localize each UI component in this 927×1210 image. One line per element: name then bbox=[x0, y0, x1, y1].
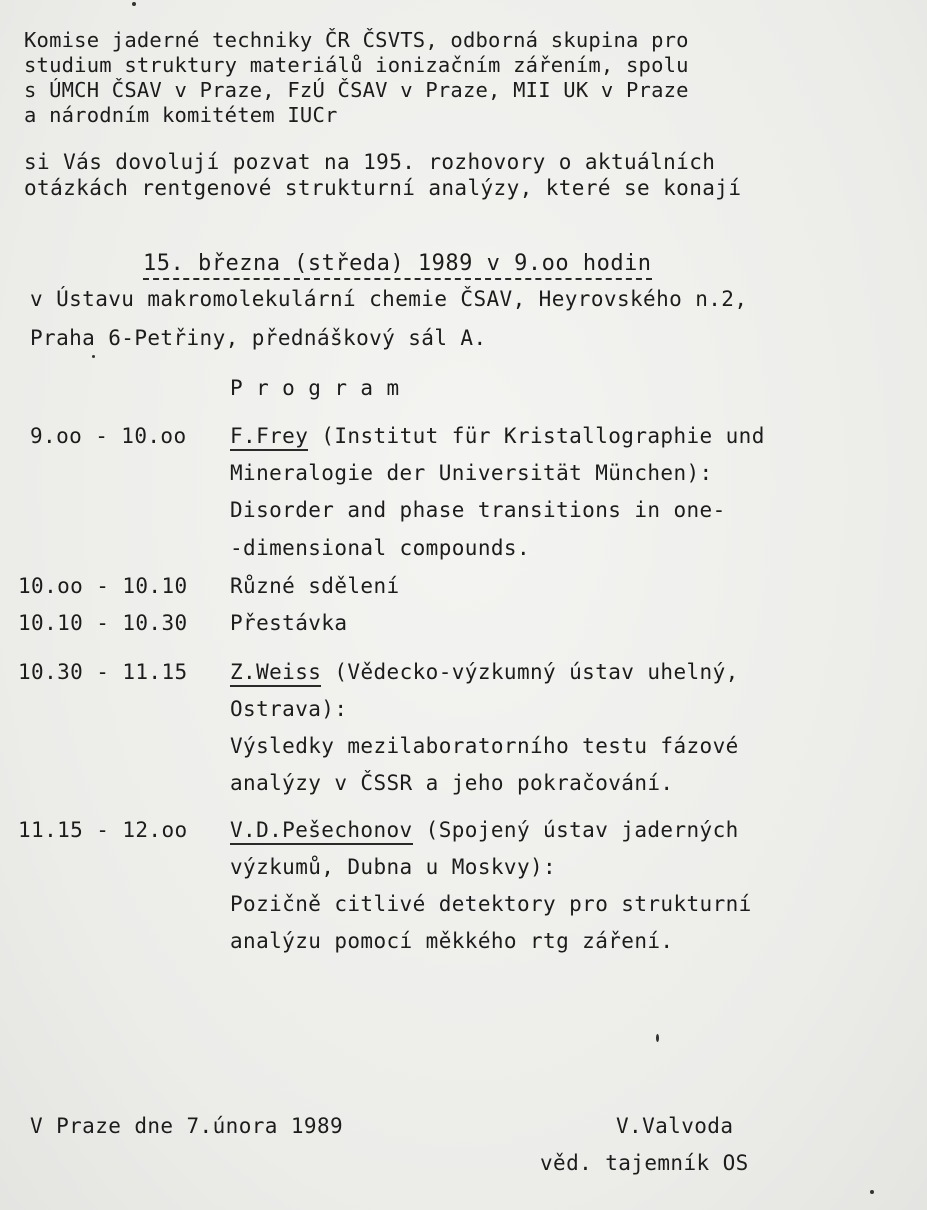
program-time-3: 10.10 - 10.30 bbox=[18, 611, 188, 635]
event-date-text: 15. března (středa) 1989 v 9.oo hodin bbox=[143, 251, 652, 280]
invite-line-2: otázkách rentgenové strukturní analýzy, které se konají bbox=[24, 176, 742, 200]
program-item-3-text: Přestávka bbox=[230, 611, 348, 635]
program-time-4: 10.30 - 11.15 bbox=[18, 660, 188, 684]
program-heading: P r o g r a m bbox=[230, 376, 400, 400]
program-item-1-line-2: Mineralogie der Universität München): bbox=[230, 461, 713, 485]
program-item-4-line-1 bbox=[230, 660, 739, 684]
footer-signatory: V.Valvoda bbox=[616, 1114, 734, 1138]
header-line-1: Komise jaderné techniky ČR ČSVTS, odborná skupina pro bbox=[24, 28, 689, 52]
program-item-1-title-2: -dimensional compounds. bbox=[230, 536, 530, 560]
footer-role: věd. tajemník OS bbox=[540, 1151, 749, 1175]
scan-speck bbox=[92, 355, 95, 358]
venue-line-2: Praha 6-Petřiny, přednáškový sál A. bbox=[30, 326, 487, 350]
invite-line-1: si Vás dovolují pozvat na 195. rozhovory o aktuálních bbox=[24, 150, 716, 174]
program-item-4-line-2: Ostrava): bbox=[230, 697, 348, 721]
footer-place-date: V Praze dne 7.února 1989 bbox=[30, 1114, 344, 1138]
header-line-3: s ÚMCH ČSAV v Praze, FzÚ ČSAV v Praze, MII UK v Praze bbox=[24, 78, 689, 102]
program-item-5-line-1 bbox=[230, 818, 739, 842]
program-time-1: 9.oo - 10.oo bbox=[30, 424, 187, 448]
program-item-5-line-2: výzkumů, Dubna u Moskvy): bbox=[230, 855, 557, 879]
program-item-4-title-1: Výsledky mezilaboratorního testu fázové bbox=[230, 734, 739, 758]
header-line-2: studium struktury materiálů ionizačním zářením, spolu bbox=[24, 53, 689, 77]
affiliation-frey: (Institut für Kristallographie und bbox=[308, 424, 765, 448]
program-time-2: 10.oo - 10.10 bbox=[18, 574, 188, 598]
affiliation-weiss: (Vědecko-výzkumný ústav uhelný, bbox=[321, 660, 739, 684]
scan-speck bbox=[870, 1190, 874, 1194]
header-line-4: a národním komitétem IUCr bbox=[24, 103, 338, 127]
program-item-5-title-1: Pozičně citlivé detektory pro strukturní bbox=[230, 892, 752, 916]
speaker-pesechonov: V.D.Pešechonov bbox=[230, 818, 413, 845]
scan-speck bbox=[132, 2, 136, 6]
speaker-frey: F.Frey bbox=[230, 424, 308, 451]
program-item-4-title-2: analýzy v ČSSR a jeho pokračování. bbox=[230, 771, 674, 795]
scan-speck bbox=[656, 1034, 659, 1042]
affiliation-pesechonov: (Spojený ústav jaderných bbox=[412, 818, 739, 842]
program-item-5-title-2: analýzu pomocí měkkého rtg záření. bbox=[230, 929, 674, 953]
program-item-1-line-1 bbox=[230, 424, 765, 448]
speaker-weiss: Z.Weiss bbox=[230, 660, 321, 687]
program-item-2-text: Různé sdělení bbox=[230, 574, 400, 598]
venue-line-1: v Ústavu makromolekulární chemie ČSAV, Heyrovského n.2, bbox=[30, 287, 748, 311]
program-item-1-title-1: Disorder and phase transitions in one- bbox=[230, 498, 726, 522]
program-time-5: 11.15 - 12.oo bbox=[18, 818, 188, 842]
